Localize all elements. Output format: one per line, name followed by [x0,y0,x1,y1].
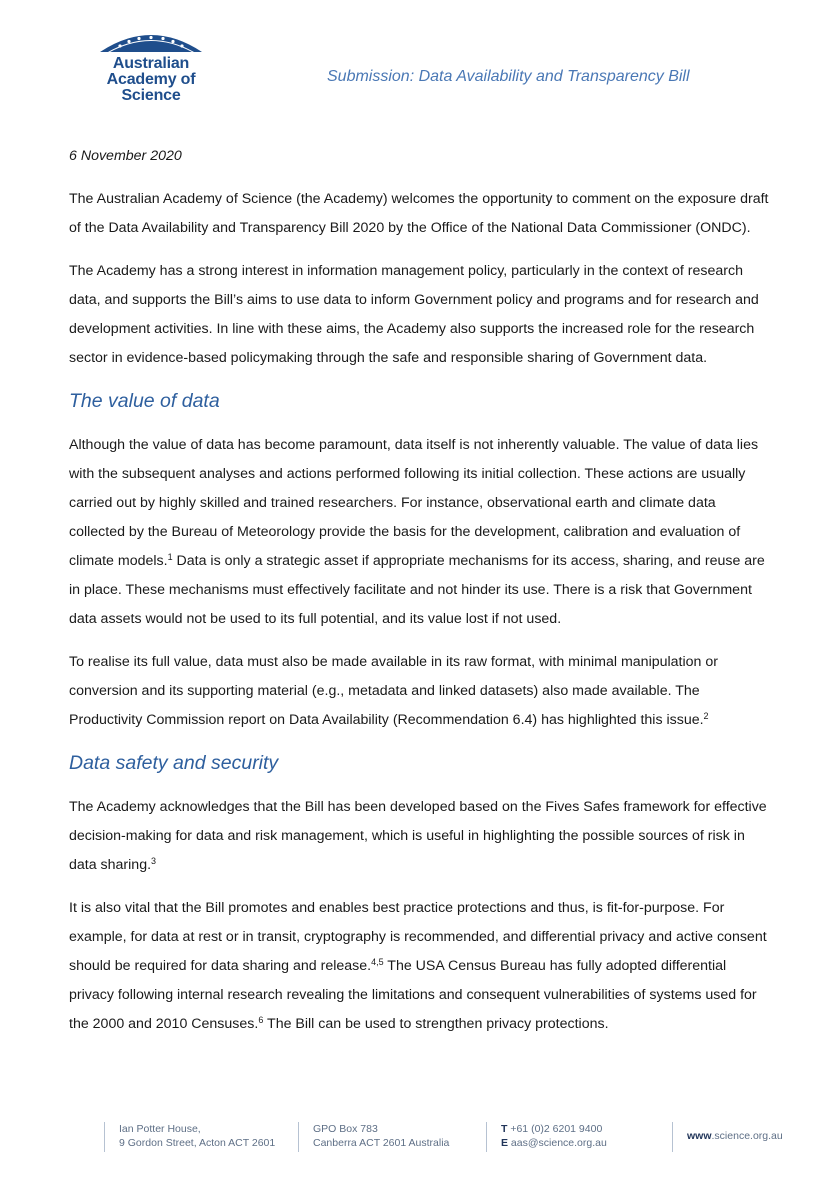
document-body [69,142,769,1053]
footer-email[interactable] [501,1136,607,1150]
website-domain: .science.org.au [711,1130,783,1142]
footer-postal-line-1: GPO Box 783 [313,1123,378,1135]
section-heading-data-safety: Data safety and security [69,752,279,774]
document-date: 6 November 2020 [69,148,182,164]
footnote-ref[interactable]: 1 [167,552,173,562]
footer-address [104,1122,275,1152]
intro-paragraph-1: The Australian Academy of Science (the Academy) welcomes the opportunity to comment on the exposure draft of the Data Availability and Transparency Bill 2020 by the Office of the National Data Commissioner (ONDC). [69,191,769,236]
text-span: It is also vital that the Bill promotes and enables best practice protections and thus, is fit-for-purpose. For example, for data at rest or in transit, cryptography is recommended, and differential privacy and active consent should be required for data sharing and release. [69,900,767,974]
page-footer [0,1122,840,1162]
footer-address-line-1: Ian Potter House, [119,1123,201,1135]
text-span: To realise its full value, data must also be made available in its raw format, with minimal manipulation or conversion and its supporting material (e.g., metadata and linked datasets) also made available. The Productivity Commission report on Data Availability (Recommendation 6.4) has highlighted this issue. [69,654,718,728]
text-span: The Academy acknowledges that the Bill has been developed based on the Fives Safes framework for effective decision-making for data and risk management, which is useful in highlighting the possible sources of risk in data sharing. [69,799,767,873]
footer-website[interactable] [672,1122,783,1152]
footer-postal [298,1122,449,1152]
phone-number: +61 (0)2 6201 9400 [507,1123,603,1135]
website-prefix: www [687,1130,712,1142]
text-span: Although the value of data has become paramount, data itself is not inherently valuable. The value of data lies with the subsequent analyses and actions performed following its initial collection. These actions are usually carried out by highly skilled and trained researchers. For instance, observational earth and climate data collected by the Bureau of Meteorology provide the basis for the development, calibration and evaluation of climate models. [69,437,759,569]
logo-line-1: Australian [112,55,190,72]
footer-phone[interactable] [501,1122,607,1136]
footer-address-line-2: 9 Gordon Street, Acton ACT 2601 [119,1137,276,1149]
text-span: Data is only a strategic asset if appropriate mechanisms for its access, sharing, and reuse are in place. These mechanisms must effectively facilitate and not hinder its use. There is a risk that Government data assets would not be used to its full potential, and its value lost if not used. [69,553,765,627]
safety-paragraph-1 [69,793,769,880]
value-paragraph-2 [69,648,769,735]
text-span: The Bill can be used to strengthen privacy protections. [263,1016,609,1032]
email-label: E [501,1137,509,1149]
footer-postal-line-2: Canberra ACT 2601 Australia [313,1137,450,1149]
academy-logo [96,24,208,104]
email-address: aas@science.org.au [508,1137,607,1149]
footer-contact [486,1122,607,1152]
value-paragraph-1 [69,431,769,634]
footnote-ref[interactable]: 2 [703,711,709,721]
logo-wordmark [96,56,206,104]
safety-paragraph-2 [69,894,769,1039]
text-span: The USA Census Bureau has fully adopted differential privacy following internal research revealing the limitations and consequent vulnerabilities of systems used for the 2000 and 2010 Censuses. [69,958,757,1032]
dome-icon [98,24,204,54]
footnote-ref[interactable]: 3 [151,856,157,866]
logo-line-2: Academy of [106,71,196,88]
intro-paragraph-2: The Academy has a strong interest in information management policy, particularly in the context of research data, and supports the Bill’s aims to use data to inform Government policy and programs and for research and development activities. In line with these aims, the Academy also supports the increased role for the research sector in evidence-based policymaking through the safe and responsible sharing of Government data. [69,263,759,366]
footnote-ref[interactable]: 4,5 [371,957,384,967]
document-header-title: Submission: Data Availability and Transparency Bill [327,68,690,85]
logo-line-3: Science [121,87,181,104]
phone-label: T [501,1123,508,1135]
section-heading-value-of-data: The value of data [69,390,220,412]
footnote-ref[interactable]: 6 [258,1015,264,1025]
